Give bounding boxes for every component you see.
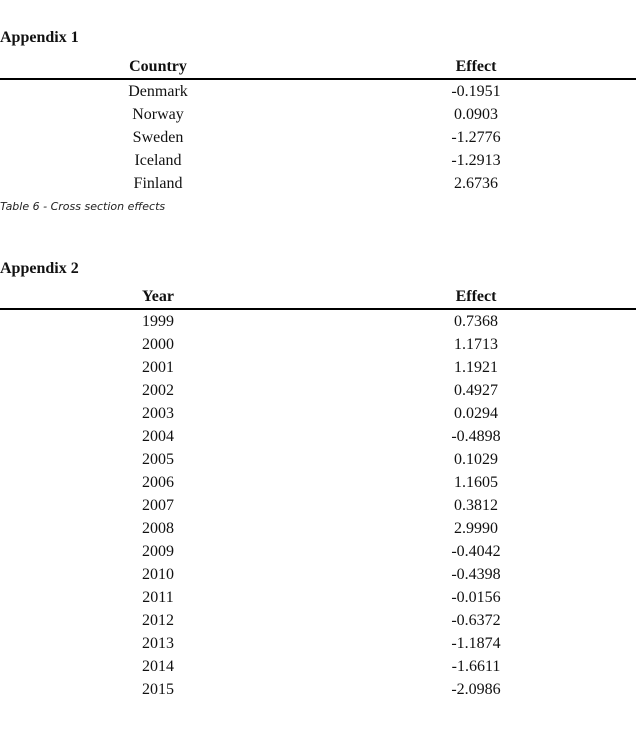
effect-cell: -2.0986 [451, 680, 501, 698]
table-row [0, 356, 636, 379]
table-row [0, 586, 636, 609]
year-cell: 2001 [142, 358, 174, 376]
country-cell: Iceland [134, 151, 182, 169]
effect-cell: 0.7368 [454, 312, 498, 330]
cross-section-effects-table [0, 56, 636, 195]
table-row [0, 425, 636, 448]
effect-cell: -1.1874 [451, 634, 501, 652]
period-effects-table [0, 286, 636, 701]
effect-cell: -1.6611 [451, 657, 501, 675]
table-header-row [0, 56, 636, 79]
column-header-year: Year [0, 286, 316, 309]
table-row [0, 678, 636, 701]
table-row [0, 609, 636, 632]
effect-cell: 0.1029 [454, 450, 498, 468]
effect-cell: 1.1605 [454, 473, 498, 491]
table-caption: Table 6 - Cross section effects [0, 200, 166, 213]
country-cell: Norway [132, 105, 184, 123]
effect-cell: -0.0156 [451, 588, 501, 606]
table-row [0, 494, 636, 517]
table-row [0, 79, 636, 103]
year-cell: 2000 [142, 335, 174, 353]
table-row [0, 632, 636, 655]
table-row [0, 126, 636, 149]
country-cell: Finland [133, 174, 183, 192]
table-row [0, 655, 636, 678]
table-row [0, 448, 636, 471]
year-cell: 1999 [142, 312, 174, 330]
effect-cell: -0.6372 [451, 611, 501, 629]
table-body [0, 309, 636, 701]
effect-cell: -1.2776 [451, 128, 501, 146]
table-row [0, 540, 636, 563]
country-cell: Denmark [128, 82, 188, 100]
effect-cell: 0.3812 [454, 496, 498, 514]
effect-cell: 1.1921 [454, 358, 498, 376]
year-cell: 2013 [142, 634, 174, 652]
year-cell: 2010 [142, 565, 174, 583]
appendix-1-heading: Appendix 1 [0, 29, 79, 46]
table-row [0, 517, 636, 540]
effect-cell: -1.2913 [451, 151, 501, 169]
effect-cell: 2.9990 [454, 519, 498, 537]
effect-cell: 0.4927 [454, 381, 498, 399]
year-cell: 2011 [142, 588, 174, 606]
effect-cell: -0.4398 [451, 565, 501, 583]
year-cell: 2007 [142, 496, 174, 514]
column-header-country: Country [0, 56, 316, 79]
year-cell: 2014 [142, 657, 174, 675]
year-cell: 2015 [142, 680, 174, 698]
effect-cell: -0.4042 [451, 542, 501, 560]
year-cell: 2009 [142, 542, 174, 560]
table-row [0, 103, 636, 126]
table-header-row [0, 286, 636, 309]
table-body [0, 79, 636, 195]
appendix-2-heading: Appendix 2 [0, 260, 79, 277]
year-cell: 2003 [142, 404, 174, 422]
effect-cell: -0.4898 [451, 427, 501, 445]
country-cell: Sweden [132, 128, 184, 146]
table-row [0, 309, 636, 333]
effect-cell: 0.0903 [454, 105, 498, 123]
effect-cell: 1.1713 [454, 335, 498, 353]
table-row [0, 471, 636, 494]
table-row [0, 149, 636, 172]
table-row [0, 379, 636, 402]
effect-cell: -0.1951 [451, 82, 501, 100]
table-row [0, 402, 636, 425]
year-cell: 2012 [142, 611, 174, 629]
effect-cell: 2.6736 [454, 174, 498, 192]
year-cell: 2006 [142, 473, 174, 491]
column-header-effect: Effect [316, 56, 636, 79]
table-row [0, 333, 636, 356]
year-cell: 2008 [142, 519, 174, 537]
year-cell: 2002 [142, 381, 174, 399]
effect-cell: 0.0294 [454, 404, 498, 422]
table-row [0, 172, 636, 195]
year-cell: 2004 [142, 427, 174, 445]
column-header-effect: Effect [316, 286, 636, 309]
table-row [0, 563, 636, 586]
year-cell: 2005 [142, 450, 174, 468]
